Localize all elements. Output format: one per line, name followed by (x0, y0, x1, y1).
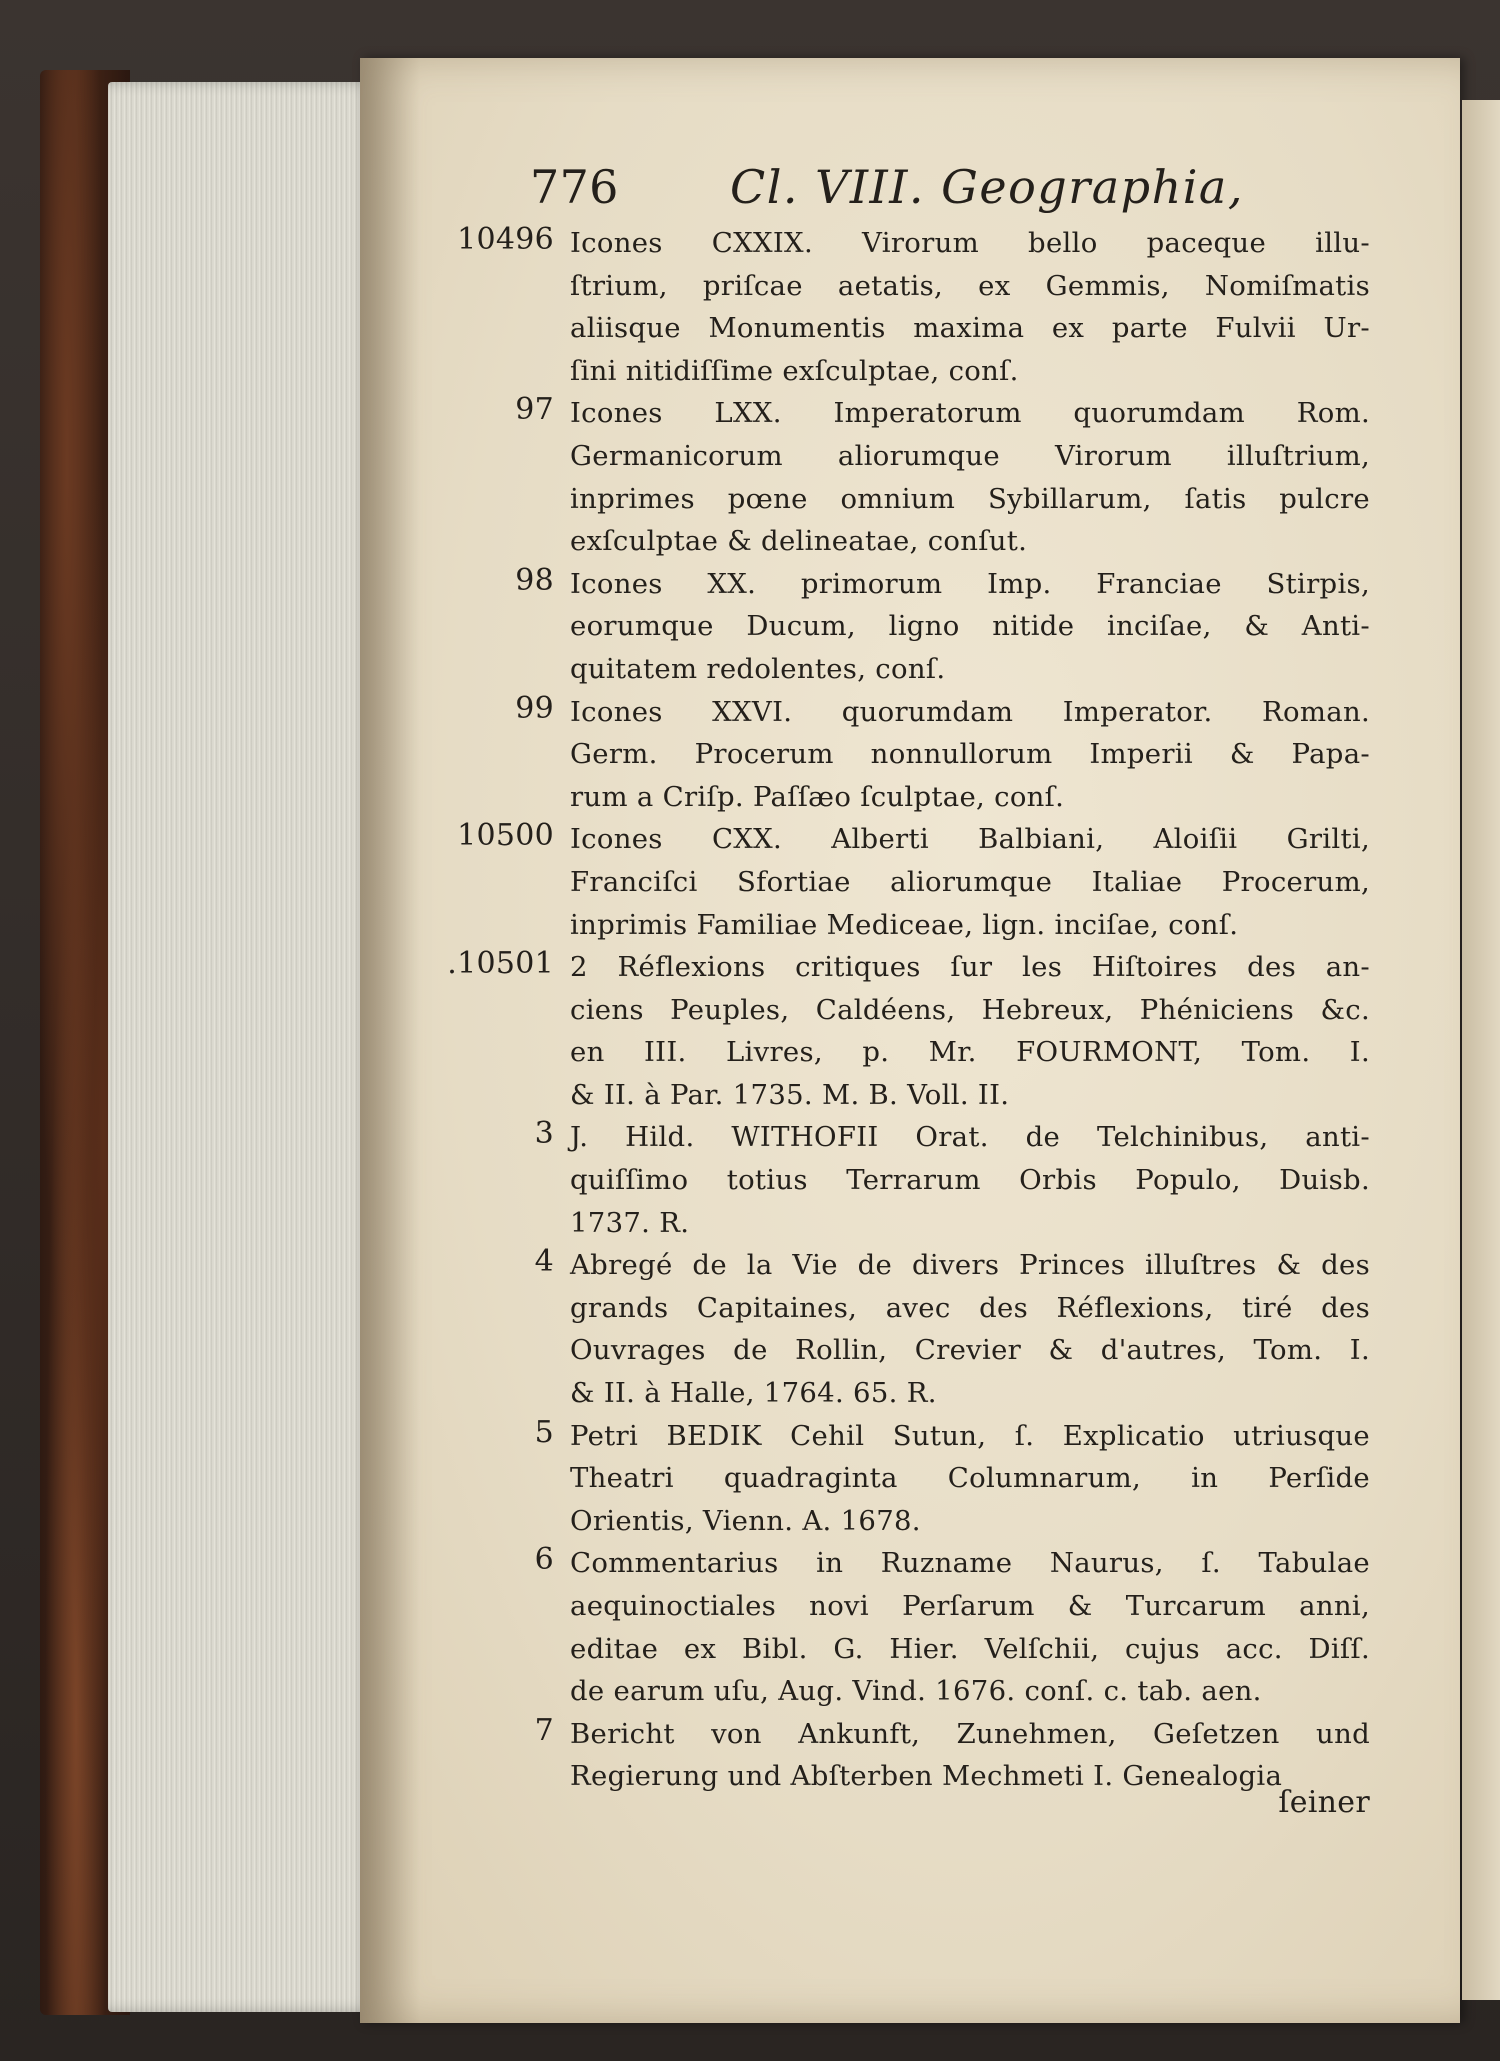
entry-line: rum a Criſp. Paſſæo ſculptae, conſ. (570, 780, 1065, 813)
catalog-entry (570, 1244, 1370, 1414)
entry-line: quiſſimo totius Terrarum Orbis Populo, Duisb. (570, 1164, 1370, 1197)
entry-line: Icones XX. primorum Imp. Franciae Stirpis, (570, 567, 1370, 600)
entry-line: Bericht von Ankunft, Zunehmen, Geſetzen und (570, 1717, 1370, 1750)
entry-line: Abregé de la Vie de divers Princes illuſtres & des (570, 1249, 1370, 1282)
entry-text (570, 1116, 1370, 1244)
running-header (530, 160, 1370, 222)
gutter-shadow (360, 58, 420, 2023)
page-edges (108, 82, 378, 2012)
entry-list (570, 222, 1370, 1798)
entry-line: Commentarius in Ruzname Naurus, ſ. Tabulae (570, 1547, 1370, 1580)
entry-line: & II. à Par. 1735. M. B. Voll. II. (570, 1078, 1010, 1111)
entry-line: ſtrium, priſcae aetatis, ex Gemmis, Nomiſmatis (570, 269, 1370, 302)
entry-line: 1737. R. (570, 1206, 690, 1239)
entry-line: quitatem redolentes, conſ. (570, 652, 946, 685)
running-title: Cl. VIII. Geographia, (730, 160, 1244, 214)
entry-text (570, 1713, 1370, 1798)
entry-text (570, 563, 1370, 691)
entry-text (570, 1415, 1370, 1543)
entry-line: Petri BEDIK Cehil Sutun, ſ. Explicatio utriusque (570, 1419, 1370, 1452)
entry-text (570, 222, 1370, 392)
page-text (530, 160, 1370, 1820)
entry-line: ſini nitidiſſime exſculptae, conſ. (570, 354, 1019, 387)
entry-line: Orientis, Vienn. A. 1678. (570, 1504, 921, 1537)
entry-text (570, 946, 1370, 1116)
catalog-entry (570, 392, 1370, 562)
entry-line: grands Capitaines, avec des Réflexions, tiré des (570, 1291, 1370, 1324)
entry-line: Icones LXX. Imperatorum quorumdam Rom. (570, 397, 1370, 430)
entry-text (570, 1542, 1370, 1712)
entry-line: editae ex Bibl. G. Hier. Velſchii, cujus acc. Diſſ. (570, 1632, 1370, 1665)
entry-line: Regierung und Abſterben Mechmeti I. Genealogia (570, 1760, 1283, 1793)
entry-line: 2 Réflexions critiques ſur les Hiſtoires des an- (570, 951, 1370, 984)
catalog-entry (570, 1542, 1370, 1712)
entry-text (570, 818, 1370, 946)
entry-line: Franciſci Sfortiae aliorumque Italiae Procerum, (570, 865, 1370, 898)
entry-line: inprimis Familiae Mediceae, lign. inciſae, conſ. (570, 908, 1239, 941)
entry-line: Icones CXXIX. Virorum bello paceque illu- (570, 227, 1370, 259)
facing-page-edge (1462, 100, 1500, 2000)
entry-line: Icones XXVI. quorumdam Imperator. Roman. (570, 695, 1370, 728)
entry-text (570, 691, 1370, 819)
entry-text (570, 1244, 1370, 1414)
page-number: 776 (530, 160, 619, 214)
catalog-entry (570, 691, 1370, 819)
entry-line: & II. à Halle, 1764. 65. R. (570, 1377, 937, 1410)
entry-line: exſculptae & delineatae, conſut. (570, 525, 1028, 558)
entry-line: inprimes pœne omnium Sybillarum, ſatis pulcre (570, 482, 1370, 515)
catalog-entry (570, 222, 1370, 392)
entry-line: aliisque Monumentis maxima ex parte Fulvii Ur- (570, 312, 1370, 345)
catalog-entry (570, 1415, 1370, 1543)
entry-text (570, 392, 1370, 562)
entry-line: ciens Peuples, Caldéens, Hebreux, Phéniciens &c. (570, 993, 1370, 1026)
catalog-entry (570, 563, 1370, 691)
catchword: ſeiner (1278, 1785, 1370, 1820)
catalog-entry (570, 946, 1370, 1116)
catalog-entry (570, 1116, 1370, 1244)
entry-line: J. Hild. WITHOFII Orat. de Telchinibus, anti- (570, 1121, 1370, 1154)
entry-line: Ouvrages de Rollin, Crevier & d'autres, Tom. I. (570, 1334, 1370, 1367)
catalog-entry (570, 818, 1370, 946)
catalog-entry (570, 1713, 1370, 1798)
entry-line: Icones CXX. Alberti Balbiani, Aloiſii Grilti, (570, 823, 1370, 856)
entry-line: de earum uſu, Aug. Vind. 1676. conſ. c. tab. aen. (570, 1675, 1262, 1708)
entry-line: eorumque Ducum, ligno nitide inciſae, & Anti- (570, 610, 1370, 643)
entry-line: Germanicorum aliorumque Virorum illuſtrium, (570, 439, 1370, 472)
entry-line: en III. Livres, p. Mr. FOURMONT, Tom. I. (570, 1036, 1370, 1069)
entry-line: Theatri quadraginta Columnarum, in Perſide (570, 1462, 1370, 1495)
entry-line: aequinoctiales novi Perſarum & Turcarum anni, (570, 1590, 1370, 1622)
entry-line: Germ. Procerum nonnullorum Imperii & Papa- (570, 738, 1370, 771)
